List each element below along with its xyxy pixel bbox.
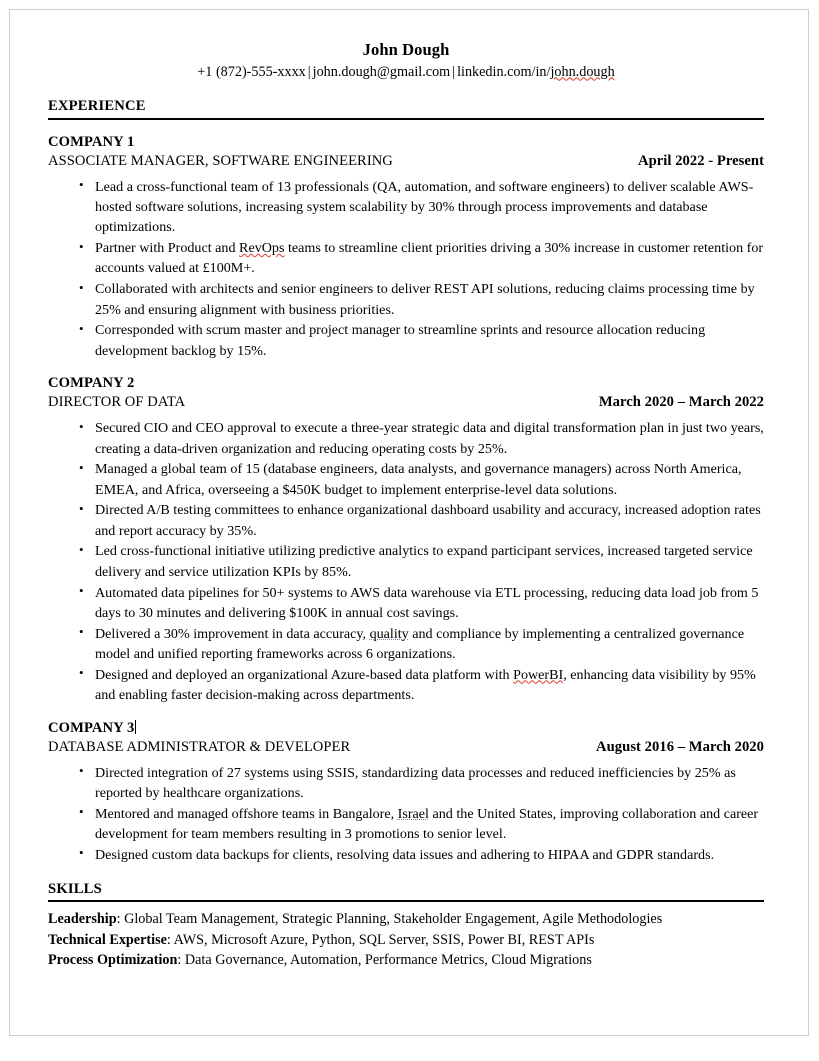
- job-title-1: ASSOCIATE MANAGER, SOFTWARE ENGINEERING: [48, 152, 393, 169]
- bullet-text-post: teams to streamline client priorities driving a 30% increase in customer retention for accounts valued at £100M+.: [95, 240, 764, 277]
- bullet-text-pre: Delivered a 30% improvement in data accuracy,: [95, 625, 370, 642]
- bullet-text-post: , enhancing data visibility by 95% and enabling faster decision-making across departments.: [95, 666, 756, 703]
- bullet-text-post: and compliance by implementing a centralized governance model and unified reporting frameworks across 6 organizations.: [95, 625, 745, 662]
- skill-label: Technical Expertise: [48, 931, 167, 948]
- misspelled-word-revops: RevOps: [239, 240, 285, 257]
- email-address: john.dough@gmail.com: [312, 63, 451, 80]
- bullet-item: • Corresponded with scrum master and project manager to streamline sprints and resource allocation reducing development backlog by 15%.: [48, 320, 764, 361]
- grammar-flagged-word-israel: Israel: [397, 805, 429, 822]
- bullet-item: [48, 665, 764, 706]
- linkedin-handle: john.dough: [550, 63, 615, 80]
- bullet-text-post: and the United States, improving collaboration and career development for team members resulting in 3 promotions to senior level.: [95, 805, 759, 842]
- job-header-row-3: [48, 738, 764, 757]
- bullet-text-pre: Partner with Product and: [95, 240, 240, 257]
- bullet-text-pre: Mentored and managed offshore teams in Bangalore,: [95, 805, 398, 822]
- job-dates-1: April 2022 - Present: [638, 152, 764, 169]
- job-title-3: DATABASE ADMINISTRATOR & DEVELOPER: [48, 738, 351, 755]
- company-name-2: COMPANY 2: [48, 375, 135, 392]
- contact-line: [48, 63, 764, 81]
- company-name-1: COMPANY 1: [48, 133, 135, 150]
- job-title-2: DIRECTOR OF DATA: [48, 394, 186, 411]
- phone-number: +1 (872)-555-xxxx: [197, 63, 306, 80]
- bullet-item: • Directed integration of 27 systems using SSIS, standardizing data processes and reduced inefficiencies by 25% as reported by healthcare organizations.: [48, 763, 764, 804]
- section-heading-skills: SKILLS: [48, 880, 102, 897]
- bullet-item: • Secured CIO and CEO approval to execute a three-year strategic data and digital transformation plan in just two years, creating a data-driven organization and reducing operating costs by 25%.: [48, 418, 764, 459]
- job-header-row-2: [48, 393, 764, 412]
- skill-label: Leadership: [48, 911, 117, 928]
- bullet-list-1: [48, 177, 764, 361]
- section-rule-skills: [48, 900, 764, 902]
- skill-value: : AWS, Microsoft Azure, Python, SQL Server, SSIS, Power BI, REST APIs: [166, 931, 595, 948]
- bullet-item: • Collaborated with architects and senior engineers to deliver REST API solutions, reducing claims processing time by 25% and ensuring alignment with business priorities.: [48, 279, 764, 320]
- bullet-item: [48, 624, 764, 665]
- skill-line: [48, 930, 764, 950]
- section-heading-experience: EXPERIENCE: [48, 98, 146, 115]
- skill-value: : Data Governance, Automation, Performance Metrics, Cloud Migrations: [177, 951, 592, 968]
- job-header-row-1: [48, 152, 764, 171]
- linkedin-url-prefix: linkedin.com/in/: [457, 63, 551, 80]
- contact-separator-2: |: [452, 63, 456, 80]
- bullet-list-2: [48, 418, 764, 705]
- company-name-3-text: COMPANY 3: [48, 719, 135, 736]
- skill-label: Process Optimization: [48, 951, 178, 968]
- bullet-item: • Directed A/B testing committees to enhance organizational dashboard usability and accuracy, increased adoption rates and report accuracy by 35%.: [48, 500, 764, 541]
- job-dates-3: August 2016 – March 2020: [596, 738, 764, 755]
- bullet-list-3: [48, 763, 764, 865]
- skill-value: : Global Team Management, Strategic Planning, Stakeholder Engagement, Agile Methodologies: [116, 911, 663, 928]
- bullet-item: [48, 804, 764, 845]
- job-dates-2: March 2020 – March 2022: [598, 394, 764, 411]
- skill-line: [48, 950, 764, 970]
- candidate-name: John Dough: [362, 40, 450, 59]
- bullet-item: • Lead a cross-functional team of 13 professionals (QA, automation, and software engineers) to deliver scalable AWS-hosted software solutions, increasing system scalability by 30% through process improvements and database optimizations.: [48, 177, 764, 238]
- bullet-text-pre: Designed and deployed an organizational Azure-based data platform with: [95, 666, 514, 683]
- contact-separator-1: |: [307, 63, 311, 80]
- bullet-item: • Designed custom data backups for clients, resolving data issues and adhering to HIPAA and GDPR standards.: [48, 845, 764, 865]
- bullet-item: • Automated data pipelines for 50+ systems to AWS data warehouse via ETL processing, reducing data load job from 5 days to 30 minutes and delivering $100K in annual cost savings.: [48, 583, 764, 624]
- document-content: [48, 40, 764, 970]
- text-cursor-caret: [135, 720, 137, 734]
- bullet-item: • Managed a global team of 15 (database engineers, data analysts, and governance managers) across North America, EMEA, and Africa, overseeing a $450K budget to implement enterprise-level data solutions.: [48, 459, 764, 500]
- misspelled-word-powerbi: PowerBI: [513, 666, 564, 683]
- company-name-3[interactable]: [48, 719, 764, 738]
- grammar-flagged-word-quality: quality: [369, 625, 409, 642]
- skills-body: [48, 909, 764, 969]
- skill-line: [48, 909, 764, 929]
- bullet-item: • Led cross-functional initiative utilizing predictive analytics to expand participant services, increased targeted service delivery and service utilization KPIs by 85%.: [48, 541, 764, 582]
- bullet-item: [48, 238, 764, 279]
